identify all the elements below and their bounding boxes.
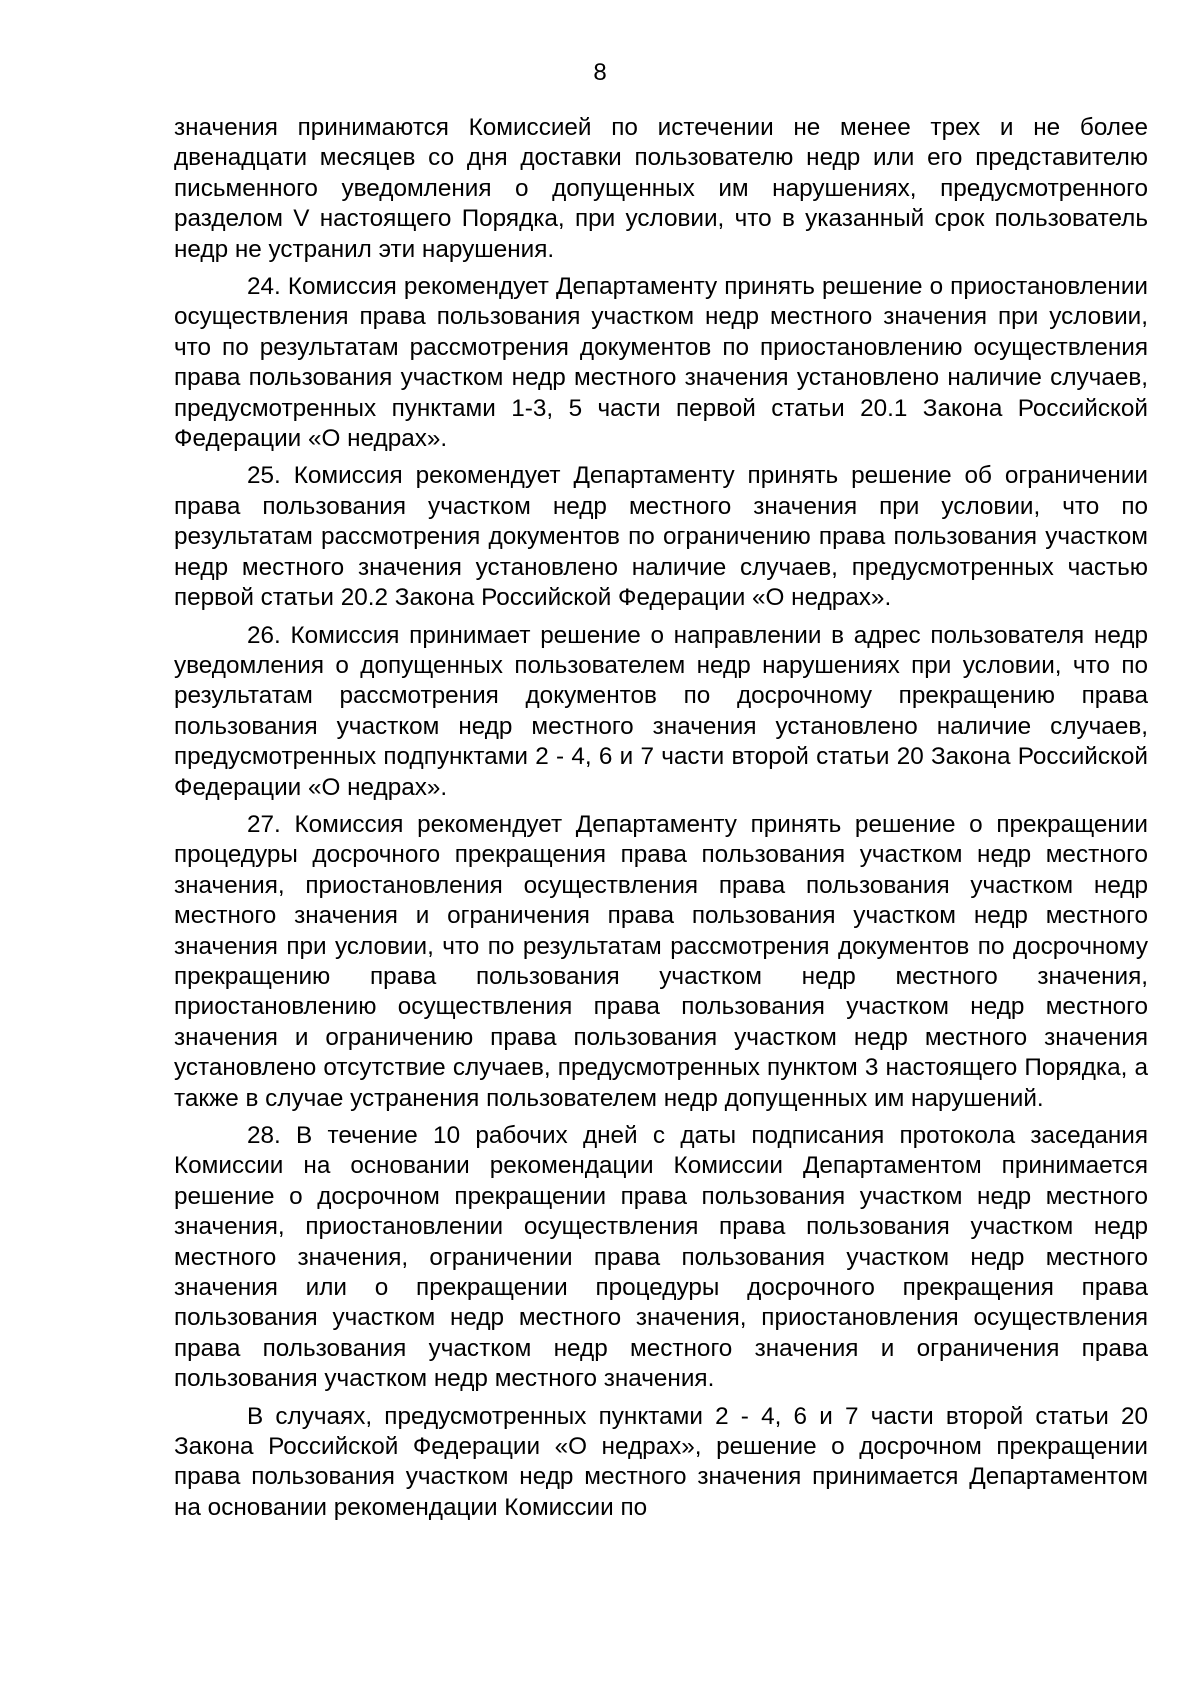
paragraph-item-28: 28. В течение 10 рабочих дней с даты подписания протокола заседания Комиссии на основании рекомендации Комиссии Департаментом принимается решение о досрочном прекращении права пользования участком недр местного значения, приостановлении осуществления права пользования участком недр местного значения, ограничении права пользования участком недр местного значения или о прекращении процедуры досрочного прекращения права пользования участком недр местного значения, приостановления осуществления права пользования участком недр местного значения и ограничения права пользования участком недр местного значения. xyxy=(174,1122,1148,1393)
paragraph-continuation: значения принимаются Комиссией по истечении не менее трех и не более двенадцати месяцев со дня доставки пользователю недр или его представителю письменного уведомления о допущенных им нарушениях, предусмотренного разделом V настоящего Порядка, при условии, что в указанный срок пользователь недр не устранил эти нарушения. xyxy=(174,114,1148,263)
paragraph-item-27: 27. Комиссия рекомендует Департаменту принять решение о прекращении процедуры досрочного прекращения права пользования участком недр местного значения, приостановления осуществления права пользования участком недр местного значения и ограничения права пользования участком недр местного значения при условии, что по результатам рассмотрения документов по досрочному прекращению права пользования участком недр местного значения, приостановлению осуществления права пользования участком недр местного значения и ограничению права пользования участком недр местного значения установлено отсутствие случаев, предусмотренных пунктом 3 настоящего Порядка, а также в случае устранения пользователем недр допущенных им нарушений. xyxy=(174,810,1148,1112)
paragraph-item-24: 24. Комиссия рекомендует Департаменту принять решение о приостановлении осуществления права пользования участком недр местного значения при условии, что по результатам рассмотрения документов по приостановлению осуществления права пользования участком недр местного значения установлено наличие случаев, предусмотренных пунктами 1-3, 5 части первой статьи 20.1 Закона Российской Федерации «О недрах». xyxy=(174,273,1148,453)
paragraph-item-28-cases: В случаях, предусмотренных пунктами 2 - 4, 6 и 7 части второй статьи 20 Закона Российской Федерации «О недрах», решение о досрочном прекращении права пользования участком недр местного значения принимается Департаментом на основании рекомендации Комиссии по xyxy=(174,1402,1148,1521)
paragraph-item-25: 25. Комиссия рекомендует Департаменту принять решение об ограничении права пользования участком недр местного значения при условии, что по результатам рассмотрения документов по ограничению права пользования участком недр местного значения установлено наличие случаев, предусмотренных частью первой статьи 20.2 Закона Российской Федерации «О недрах». xyxy=(174,462,1148,612)
paragraph-item-26: 26. Комиссия принимает решение о направлении в адрес пользователя недр уведомления о допущенных пользователем недр нарушениях при условии, что по результатам рассмотрения документов по досрочному прекращению права пользования участком недр местного значения установлено наличие случаев, предусмотренных подпунктами 2 - 4, 6 и 7 части второй статьи 20 Закона Российской Федерации «О недрах». xyxy=(174,621,1148,801)
document-body xyxy=(174,113,1148,1530)
page-number: 8 xyxy=(593,59,607,86)
